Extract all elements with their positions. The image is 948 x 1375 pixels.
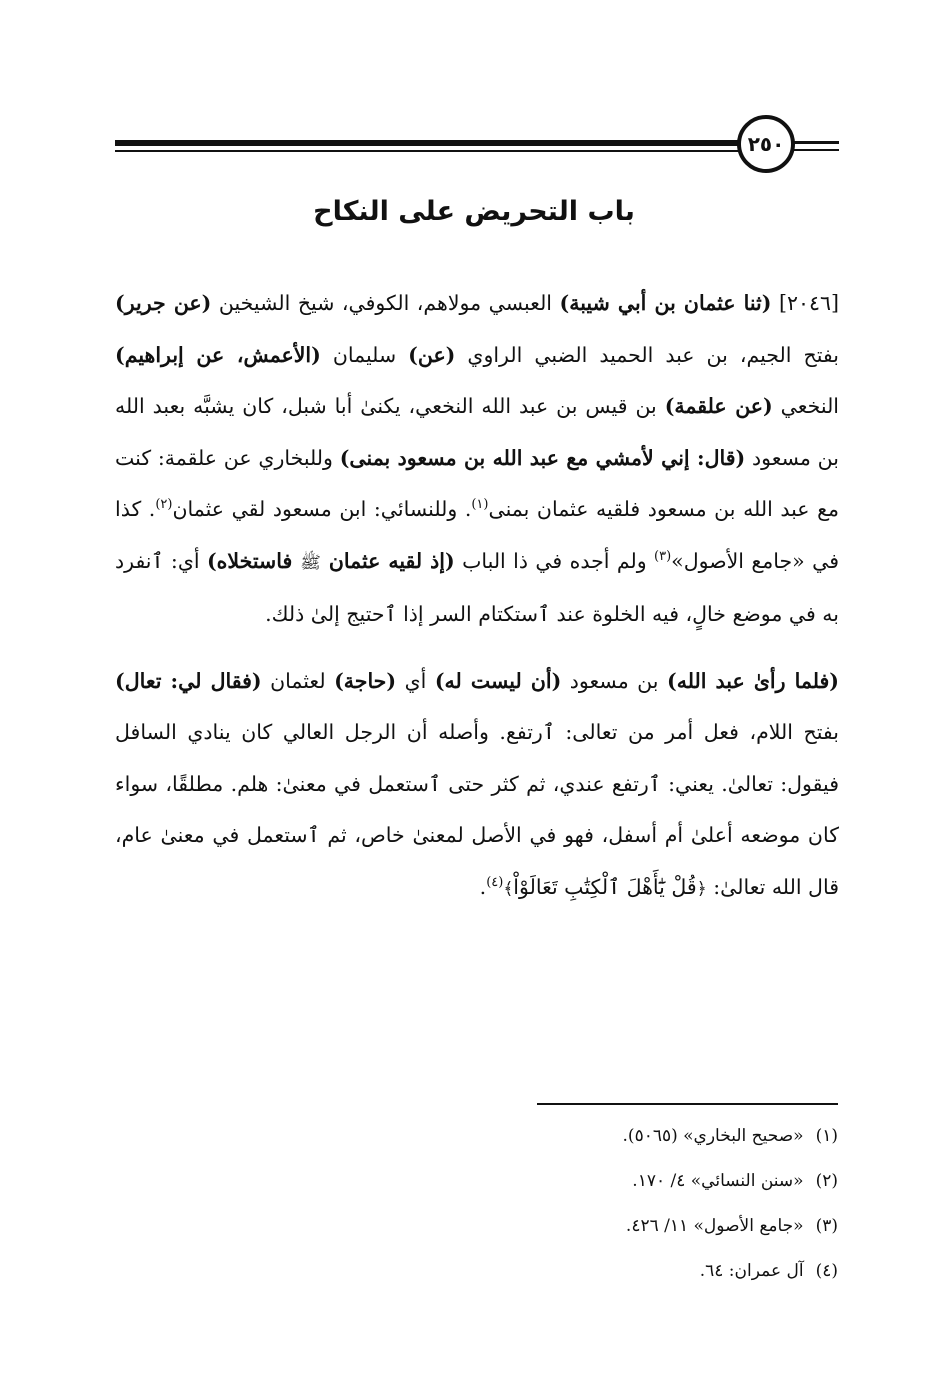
footnote bbox=[480, 1204, 838, 1249]
matn-segment: (إذ لقيه عثمان bbox=[320, 548, 455, 573]
footnote-number: (٤) bbox=[815, 1261, 838, 1281]
footnote-ref-3: (٣) bbox=[654, 548, 672, 564]
footnote-text: «جامع الأصول» ١١/ ٤٢٦. bbox=[625, 1216, 804, 1236]
matn-segment: (عن علقمة) bbox=[664, 394, 773, 418]
commentary-segment: بفتح اللام، فعل أمر من تعالى: ٱرتفع. وأصله أن الرجل العالي كان ينادي السافل فيقول: تعالىٰ. يعني: ٱرتفع عندي، ثم كثر حتى ٱستعمل في معنىٰ: هلم. مطلقًا، سواء كان موضعه أعلىٰ أم أسفل، فهو في الأصل لمعنىٰ خاص، ثم ٱستعمل في معنىٰ عام، قال الله تعالىٰ: bbox=[115, 720, 839, 899]
header-rule-thin-line bbox=[115, 150, 745, 152]
footnote-text: «صحيح البخاري» (٥٠٦٥). bbox=[622, 1126, 804, 1146]
commentary-segment: وللبخاري عن علقمة: كنت مع عبد الله بن مسعود فلقيه عثمان بمنى bbox=[115, 445, 840, 521]
footnote-ref-2: (٢) bbox=[155, 497, 173, 513]
footnote-number: (٢) bbox=[815, 1171, 838, 1191]
quran-bracket-open: ﴿ bbox=[696, 878, 707, 899]
matn-segment: (ثنا عثمان بن أبي شيبة) bbox=[559, 291, 772, 315]
page-number-badge bbox=[737, 115, 795, 173]
footnote-number: (٣) bbox=[815, 1216, 838, 1236]
commentary-segment: بن قيس بن عبد الله النخعي، يكنىٰ أبا شبل، كان يشبَّه بعبد الله بن مسعود bbox=[115, 394, 839, 470]
commentary-segment: أي: ٱنفرد به في موضع خالٍ، فيه الخلوة عند ٱستكتام السر إذا ٱحتيج إلىٰ ذلك. bbox=[115, 548, 839, 626]
footnote-separator bbox=[537, 1103, 838, 1105]
hadith-number: [٢٠٤٦] bbox=[771, 291, 840, 315]
footnote-ref-4: (٤) bbox=[486, 874, 504, 890]
footnote-text: آل عمران: ٦٤. bbox=[699, 1261, 804, 1281]
commentary-segment: . كذا في «جامع الأصول» bbox=[115, 497, 839, 573]
footnote bbox=[480, 1249, 838, 1294]
matn-segment: (قال: إني لأمشي مع عبد الله بن مسعود بمنى) bbox=[339, 445, 746, 470]
commentary-segment: النخعي bbox=[772, 394, 840, 418]
honorific-glyph: ﷺ bbox=[300, 552, 321, 573]
matn-segment: (الأعمش، عن إبراهيم) bbox=[115, 342, 321, 367]
commentary-segment: أي bbox=[396, 668, 435, 693]
footnote bbox=[480, 1159, 838, 1204]
commentary-segment: العبسي مولاهم، الكوفي، شيخ الشيخين bbox=[211, 291, 560, 315]
commentary-segment: لعثمان bbox=[261, 668, 335, 693]
commentary-segment: . bbox=[479, 874, 487, 899]
matn-segment: (أن ليست له) bbox=[434, 668, 562, 693]
footnote bbox=[480, 1114, 838, 1159]
matn-segment: (حاجة) bbox=[334, 668, 397, 693]
footnote-ref-1: (١) bbox=[471, 497, 489, 513]
matn-segment: (فقال لي: تعال) bbox=[115, 668, 262, 693]
header-rule-thick-line bbox=[115, 140, 745, 146]
header-rule bbox=[115, 140, 839, 156]
chapter-title: باب التحريض على النكاح bbox=[313, 196, 635, 227]
matn-segment: (عن جرير) bbox=[115, 291, 212, 315]
footnote-text: «سنن النسائي» ٤/ ١٧٠. bbox=[632, 1171, 804, 1191]
footnote-number: (١) bbox=[815, 1126, 838, 1146]
page-number: ٢٥٠ bbox=[747, 132, 785, 156]
commentary-segment: . وللنسائي: ابن مسعود لقي عثمان bbox=[172, 497, 472, 521]
matn-segment: فاستخلاه) bbox=[206, 548, 301, 573]
paragraph-commentary bbox=[115, 656, 839, 916]
commentary-segment: بن مسعود bbox=[561, 668, 667, 693]
body-text bbox=[115, 278, 839, 915]
matn-segment: (عن) bbox=[408, 342, 456, 367]
paragraph-hadith-2046 bbox=[115, 278, 839, 641]
footnotes-list bbox=[480, 1114, 838, 1294]
quran-verse: قُلْ يَٰٓأَهْلَ ٱلْكِتَٰبِ تَعَالَوْاْ bbox=[513, 874, 697, 899]
matn-segment: (فلما رأىٰ عبد الله) bbox=[667, 668, 839, 693]
commentary-segment: بفتح الجيم، بن عبد الحميد الضبي الراوي bbox=[455, 342, 839, 367]
commentary-segment: سليمان bbox=[320, 342, 409, 367]
quran-bracket-close: ﴾ bbox=[503, 878, 514, 899]
commentary-segment: ولم أجده في ذا الباب bbox=[454, 548, 655, 573]
